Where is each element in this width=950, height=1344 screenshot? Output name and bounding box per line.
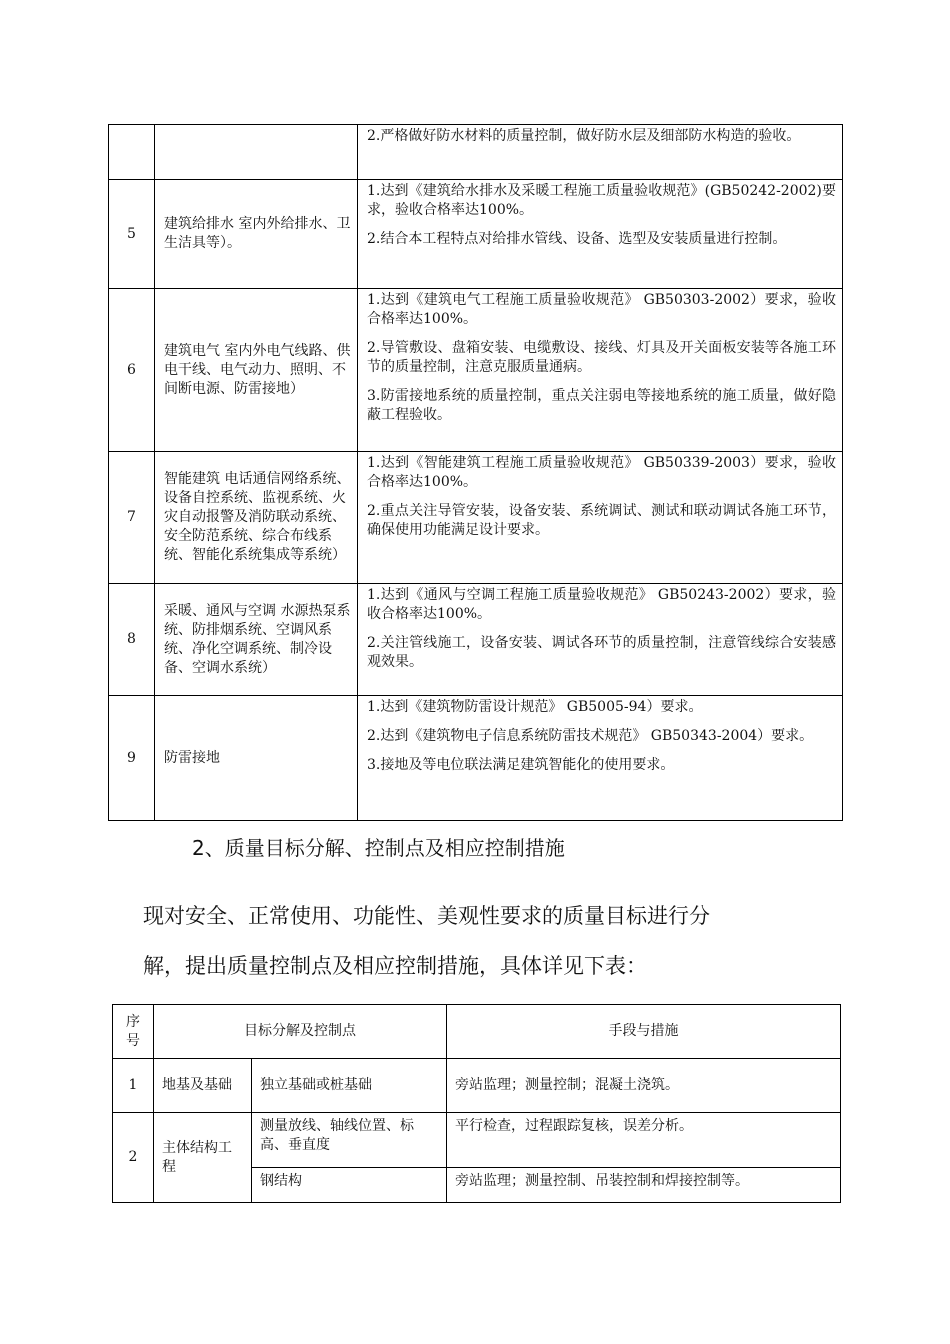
paragraph-line: 解，提出质量控制点及相应控制措施，具体详见下表： [143,954,647,978]
header-measures: 手段与措施 [447,1005,841,1059]
requirement-text: 1.达到《建筑物防雷设计规范》 GB5005-94）要求。 [367,699,703,715]
requirement-text: 2.达到《建筑物电子信息系统防雷技术规范》 GB50343-2004）要求。 [367,728,814,744]
table-row [109,289,843,452]
requirement-text: 1.达到《智能建筑工程施工质量验收规范》 GB50339-2003）要求，验收合格率达100%。 [367,455,836,490]
row-control-point: 钢结构 [252,1168,447,1203]
table-header-row [113,1005,841,1059]
row-seq: 2 [113,1113,154,1203]
table-row [109,125,843,180]
row-category: 主体结构工程 [154,1113,252,1203]
quality-control-table [112,1004,841,1203]
row-seq: 1 [113,1059,154,1113]
row-number [109,125,155,180]
row-number: 7 [109,452,155,584]
requirement-text: 2.导管敷设、盘箱安装、电缆敷设、接线、灯具及开关面板安装等各施工环节的质量控制，注意克服质量通病。 [367,340,836,375]
table-row [109,452,843,584]
requirement-text: 2.结合本工程特点对给排水管线、设备、选型及安装质量进行控制。 [367,231,787,247]
row-control-point: 测量放线、轴线位置、标高、垂直度 [252,1113,447,1168]
requirement-text: 1.达到《通风与空调工程施工质量验收规范》 GB50243-2002）要求，验收合格率达100%。 [367,587,836,622]
row-measure: 旁站监理；测量控制；混凝土浇筑。 [447,1059,841,1113]
row-requirements [358,125,843,180]
row-item-name: 建筑给排水 室内外给排水、卫生洁具等）。 [155,180,358,289]
row-number: 9 [109,696,155,821]
row-item-name: 建筑电气 室内外电气线路、供电干线、电气动力、照明、不间断电源、防雷接地） [155,289,358,452]
table-row [109,584,843,696]
requirement-text: 3.接地及等电位联法满足建筑智能化的使用要求。 [367,757,675,773]
row-measure: 平行检查，过程跟踪复核，误差分析。 [447,1113,841,1168]
row-number: 5 [109,180,155,289]
requirement-text: 2.关注管线施工，设备安装、调试各环节的质量控制，注意管线综合安装感观效果。 [367,635,836,670]
table-row [109,696,843,821]
requirement-text: 3.防雷接地系统的质量控制，重点关注弱电等接地系统的施工质量，做好隐蔽工程验收。 [367,388,836,423]
requirement-text: 1.达到《建筑给水排水及采暖工程施工质量验收规范》(GB50242-2002)要求，验收合格率达100%。 [367,183,836,218]
row-requirements [358,452,843,584]
row-requirements [358,584,843,696]
row-requirements [358,696,843,821]
section-heading: 2、质量目标分解、控制点及相应控制措施 [192,836,565,860]
paragraph-line: 现对安全、正常使用、功能性、美观性要求的质量目标进行分 [143,904,710,928]
requirement-text: 2.严格做好防水材料的质量控制，做好防水层及细部防水构造的验收。 [367,128,801,144]
table-row [113,1113,841,1168]
table-row [113,1059,841,1113]
row-requirements [358,180,843,289]
row-number: 6 [109,289,155,452]
row-item-name: 采暖、通风与空调 水源热泵系统、防排烟系统、空调风系统、净化空调系统、制冷设备、空调水系统） [155,584,358,696]
row-category: 地基及基础 [154,1059,252,1113]
row-item-name: 智能建筑 电话通信网络系统、设备自控系统、监视系统、火灾自动报警及消防联动系统、安全防范系统、综合布线系统、智能化系统集成等系统） [155,452,358,584]
row-requirements [358,289,843,452]
row-item-name [155,125,358,180]
requirement-text: 1.达到《建筑电气工程施工质量验收规范》 GB50303-2002）要求，验收合格率达100%。 [367,292,836,327]
row-number: 8 [109,584,155,696]
quality-requirements-table [108,124,843,821]
row-control-point: 独立基础或桩基础 [252,1059,447,1113]
header-target: 目标分解及控制点 [154,1005,447,1059]
header-seq: 序号 [113,1005,154,1059]
row-item-name: 防雷接地 [155,696,358,821]
row-measure: 旁站监理；测量控制、吊装控制和焊接控制等。 [447,1168,841,1203]
table-row [109,180,843,289]
requirement-text: 2.重点关注导管安装，设备安装、系统调试、测试和联动调试各施工环节，确保使用功能满足设计要求。 [367,503,836,538]
